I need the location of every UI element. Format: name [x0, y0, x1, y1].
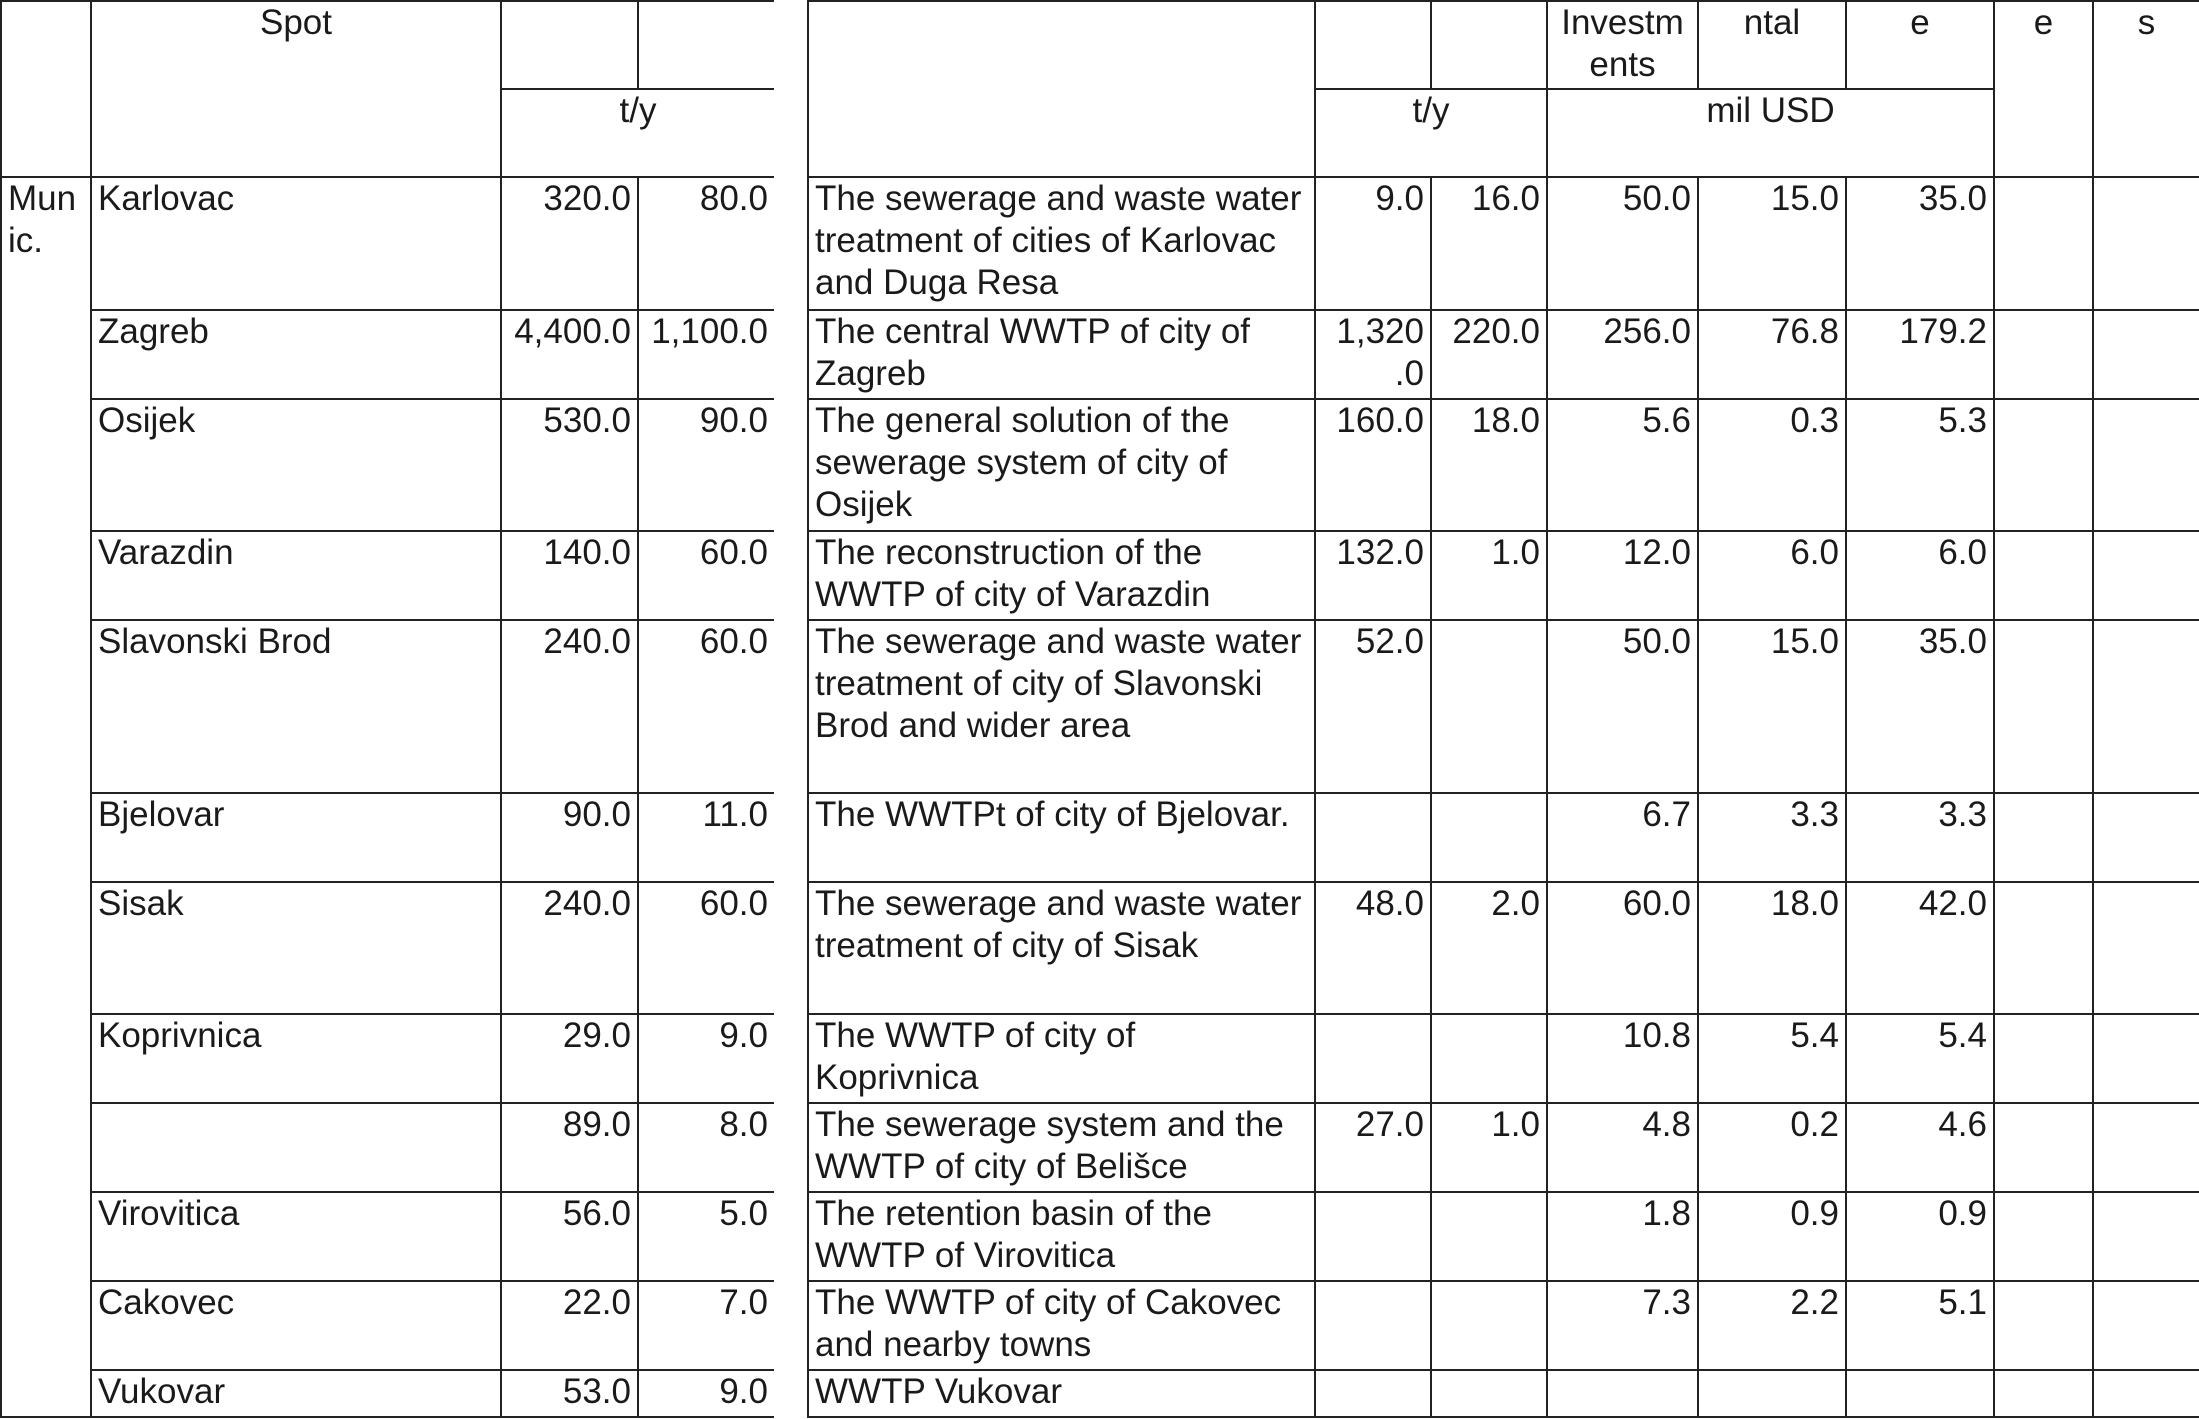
table-row — [808, 1014, 2199, 1103]
table-row — [808, 177, 2199, 310]
cell-b: 1.0 — [1431, 531, 1547, 620]
header-unit-usd: mil USD — [1547, 89, 1994, 177]
cell-inv: 50.0 — [1547, 177, 1698, 310]
cell-spot: Varazdin — [91, 531, 501, 620]
cell-v2: 90.0 — [638, 399, 775, 531]
cell-v2: 80.0 — [638, 177, 775, 310]
cell-b — [1431, 1014, 1547, 1103]
cell-project: WWTP Vukovar — [808, 1370, 1315, 1417]
table-row — [1, 310, 775, 399]
cell-v1: 240.0 — [501, 882, 638, 1014]
cell-empty — [1994, 1281, 2093, 1370]
cell-b: 1.0 — [1431, 1103, 1547, 1192]
cell-project: The WWTPt of city of Bjelovar. — [808, 793, 1315, 882]
cell-b — [1431, 793, 1547, 882]
cell-spot: Sisak — [91, 882, 501, 1014]
cell-v2: 8.0 — [638, 1103, 775, 1192]
cell-spot: Karlovac — [91, 177, 501, 310]
cell-empty — [2093, 310, 2199, 399]
cell-spot: Vukovar — [91, 1370, 501, 1417]
cell-empty — [1994, 1103, 2093, 1192]
table-row — [808, 1192, 2199, 1281]
cell-v1: 240.0 — [501, 620, 638, 793]
cell-e: 4.6 — [1846, 1103, 1994, 1192]
cell-v1: 4,400.0 — [501, 310, 638, 399]
cell-a — [1315, 1192, 1431, 1281]
header-unit-ty: t/y — [501, 89, 775, 177]
cell-project: The WWTP of city of Cakovec and nearby towns — [808, 1281, 1315, 1370]
cell-ntal: 2.2 — [1698, 1281, 1846, 1370]
cell-b — [1431, 1370, 1547, 1417]
cell-empty — [1994, 793, 2093, 882]
cell-v1: 530.0 — [501, 399, 638, 531]
table-row — [808, 1370, 2199, 1417]
cell-inv: 4.8 — [1547, 1103, 1698, 1192]
table-row — [808, 310, 2199, 399]
header-blank — [1431, 1, 1547, 89]
cell-a: 48.0 — [1315, 882, 1431, 1014]
cell-v2: 60.0 — [638, 882, 775, 1014]
cell-project: The WWTP of city of Koprivnica — [808, 1014, 1315, 1103]
table-row — [808, 1281, 2199, 1370]
header-e-2: e — [1994, 1, 2093, 177]
cell-b — [1431, 1281, 1547, 1370]
cell-ntal: 5.4 — [1698, 1014, 1846, 1103]
cell-a: 9.0 — [1315, 177, 1431, 310]
cell-v2: 11.0 — [638, 793, 775, 882]
cell-empty — [2093, 177, 2199, 310]
cell-ntal: 76.8 — [1698, 310, 1846, 399]
table-row — [808, 399, 2199, 531]
cell-v1: 140.0 — [501, 531, 638, 620]
header-ntal: ntal — [1698, 1, 1846, 89]
cell-inv: 50.0 — [1547, 620, 1698, 793]
cell-e: 42.0 — [1846, 882, 1994, 1014]
left-table — [0, 0, 776, 1418]
cell-inv: 7.3 — [1547, 1281, 1698, 1370]
cell-spot: Slavonski Brod — [91, 620, 501, 793]
cell-empty — [1994, 620, 2093, 793]
cell-inv: 5.6 — [1547, 399, 1698, 531]
cell-spot — [91, 1103, 501, 1192]
table-row — [1, 1370, 775, 1417]
cell-empty — [1994, 177, 2093, 310]
cell-ntal — [1698, 1370, 1846, 1417]
cell-v1: 56.0 — [501, 1192, 638, 1281]
cell-empty — [2093, 1370, 2199, 1417]
table-row — [1, 1281, 775, 1370]
header-investments: Investm ents — [1547, 1, 1698, 89]
cell-empty — [2093, 1281, 2199, 1370]
cell-empty — [2093, 399, 2199, 531]
cell-e: 5.4 — [1846, 1014, 1994, 1103]
cell-e: 6.0 — [1846, 531, 1994, 620]
header-spot: Spot — [91, 1, 501, 89]
cell-e: 5.3 — [1846, 399, 1994, 531]
right-table — [807, 0, 2199, 1418]
table-row — [808, 531, 2199, 620]
cell-e: 5.1 — [1846, 1281, 1994, 1370]
header-blank — [1315, 1, 1431, 89]
table-gap — [774, 0, 807, 1419]
header-unit-ty: t/y — [1315, 89, 1547, 177]
group-label: Mun ic. — [1, 177, 91, 1417]
cell-a — [1315, 1281, 1431, 1370]
cell-b: 2.0 — [1431, 882, 1547, 1014]
cell-ntal: 18.0 — [1698, 882, 1846, 1014]
cell-inv: 6.7 — [1547, 793, 1698, 882]
header-e: e — [1846, 1, 1994, 89]
cell-project: The sewerage and waste water treatment of city of Slavonski Brod and wider area — [808, 620, 1315, 793]
cell-b: 220.0 — [1431, 310, 1547, 399]
cell-spot: Virovitica — [91, 1192, 501, 1281]
table-row — [1, 177, 775, 310]
table-row — [1, 793, 775, 882]
cell-a: 27.0 — [1315, 1103, 1431, 1192]
cell-v1: 53.0 — [501, 1370, 638, 1417]
cell-e: 35.0 — [1846, 177, 1994, 310]
cell-spot: Koprivnica — [91, 1014, 501, 1103]
cell-v2: 1,100.0 — [638, 310, 775, 399]
header-blank — [808, 1, 1315, 177]
cell-empty — [1994, 531, 2093, 620]
cell-v1: 29.0 — [501, 1014, 638, 1103]
header-blank — [638, 1, 775, 89]
cell-v1: 22.0 — [501, 1281, 638, 1370]
cell-inv: 256.0 — [1547, 310, 1698, 399]
cell-v2: 5.0 — [638, 1192, 775, 1281]
cell-a — [1315, 1370, 1431, 1417]
cell-inv: 10.8 — [1547, 1014, 1698, 1103]
table-row — [1, 1103, 775, 1192]
cell-empty — [1994, 882, 2093, 1014]
cell-v2: 9.0 — [638, 1370, 775, 1417]
cell-inv — [1547, 1370, 1698, 1417]
cell-e: 35.0 — [1846, 620, 1994, 793]
cell-empty — [2093, 882, 2199, 1014]
cell-project: The sewerage system and the WWTP of city of Belišce — [808, 1103, 1315, 1192]
cell-inv: 1.8 — [1547, 1192, 1698, 1281]
cell-project: The retention basin of the WWTP of Virovitica — [808, 1192, 1315, 1281]
cell-v2: 7.0 — [638, 1281, 775, 1370]
cell-e — [1846, 1370, 1994, 1417]
header-s: s — [2093, 1, 2199, 177]
cell-b: 18.0 — [1431, 399, 1547, 531]
cell-ntal: 0.2 — [1698, 1103, 1846, 1192]
cell-empty — [2093, 1014, 2199, 1103]
cell-empty — [1994, 310, 2093, 399]
cell-project: The sewerage and waste water treatment of city of Sisak — [808, 882, 1315, 1014]
table-row — [1, 531, 775, 620]
cell-a: 52.0 — [1315, 620, 1431, 793]
cell-empty — [1994, 399, 2093, 531]
cell-b — [1431, 620, 1547, 793]
cell-empty — [1994, 1014, 2093, 1103]
table-row — [808, 1103, 2199, 1192]
cell-spot: Zagreb — [91, 310, 501, 399]
cell-e: 0.9 — [1846, 1192, 1994, 1281]
table-row — [1, 620, 775, 793]
cell-ntal: 0.3 — [1698, 399, 1846, 531]
cell-empty — [2093, 793, 2199, 882]
table-row — [1, 882, 775, 1014]
cell-empty — [1994, 1370, 2093, 1417]
cell-v1: 89.0 — [501, 1103, 638, 1192]
cell-a: 132.0 — [1315, 531, 1431, 620]
cell-e: 179.2 — [1846, 310, 1994, 399]
cell-empty — [1994, 1192, 2093, 1281]
cell-spot: Cakovec — [91, 1281, 501, 1370]
table-row — [808, 793, 2199, 882]
header-blank — [91, 89, 501, 177]
table-row — [808, 620, 2199, 793]
table-row — [1, 399, 775, 531]
cell-b: 16.0 — [1431, 177, 1547, 310]
cell-spot: Osijek — [91, 399, 501, 531]
corner-cell — [1, 1, 91, 177]
cell-e: 3.3 — [1846, 793, 1994, 882]
cell-a: 160.0 — [1315, 399, 1431, 531]
cell-empty — [2093, 1103, 2199, 1192]
cell-inv: 12.0 — [1547, 531, 1698, 620]
cell-ntal: 3.3 — [1698, 793, 1846, 882]
cell-project: The sewerage and waste water treatment of cities of Karlovac and Duga Resa — [808, 177, 1315, 310]
cell-project: The central WWTP of city of Zagreb — [808, 310, 1315, 399]
table-row — [1, 1192, 775, 1281]
cell-ntal: 0.9 — [1698, 1192, 1846, 1281]
cell-empty — [2093, 1192, 2199, 1281]
cell-v2: 60.0 — [638, 531, 775, 620]
cell-project: The reconstruction of the WWTP of city of Varazdin — [808, 531, 1315, 620]
cell-a — [1315, 1014, 1431, 1103]
cell-ntal: 6.0 — [1698, 531, 1846, 620]
cell-a — [1315, 793, 1431, 882]
cell-inv: 60.0 — [1547, 882, 1698, 1014]
cell-ntal: 15.0 — [1698, 177, 1846, 310]
cell-a: 1,320 .0 — [1315, 310, 1431, 399]
cell-ntal: 15.0 — [1698, 620, 1846, 793]
header-blank — [501, 1, 638, 89]
table-row — [808, 882, 2199, 1014]
cell-v2: 60.0 — [638, 620, 775, 793]
cell-v1: 90.0 — [501, 793, 638, 882]
cell-b — [1431, 1192, 1547, 1281]
cell-spot: Bjelovar — [91, 793, 501, 882]
cell-empty — [2093, 531, 2199, 620]
table-row — [1, 1014, 775, 1103]
cell-v1: 320.0 — [501, 177, 638, 310]
cell-empty — [2093, 620, 2199, 793]
cell-project: The general solution of the sewerage system of city of Osijek — [808, 399, 1315, 531]
cell-v2: 9.0 — [638, 1014, 775, 1103]
